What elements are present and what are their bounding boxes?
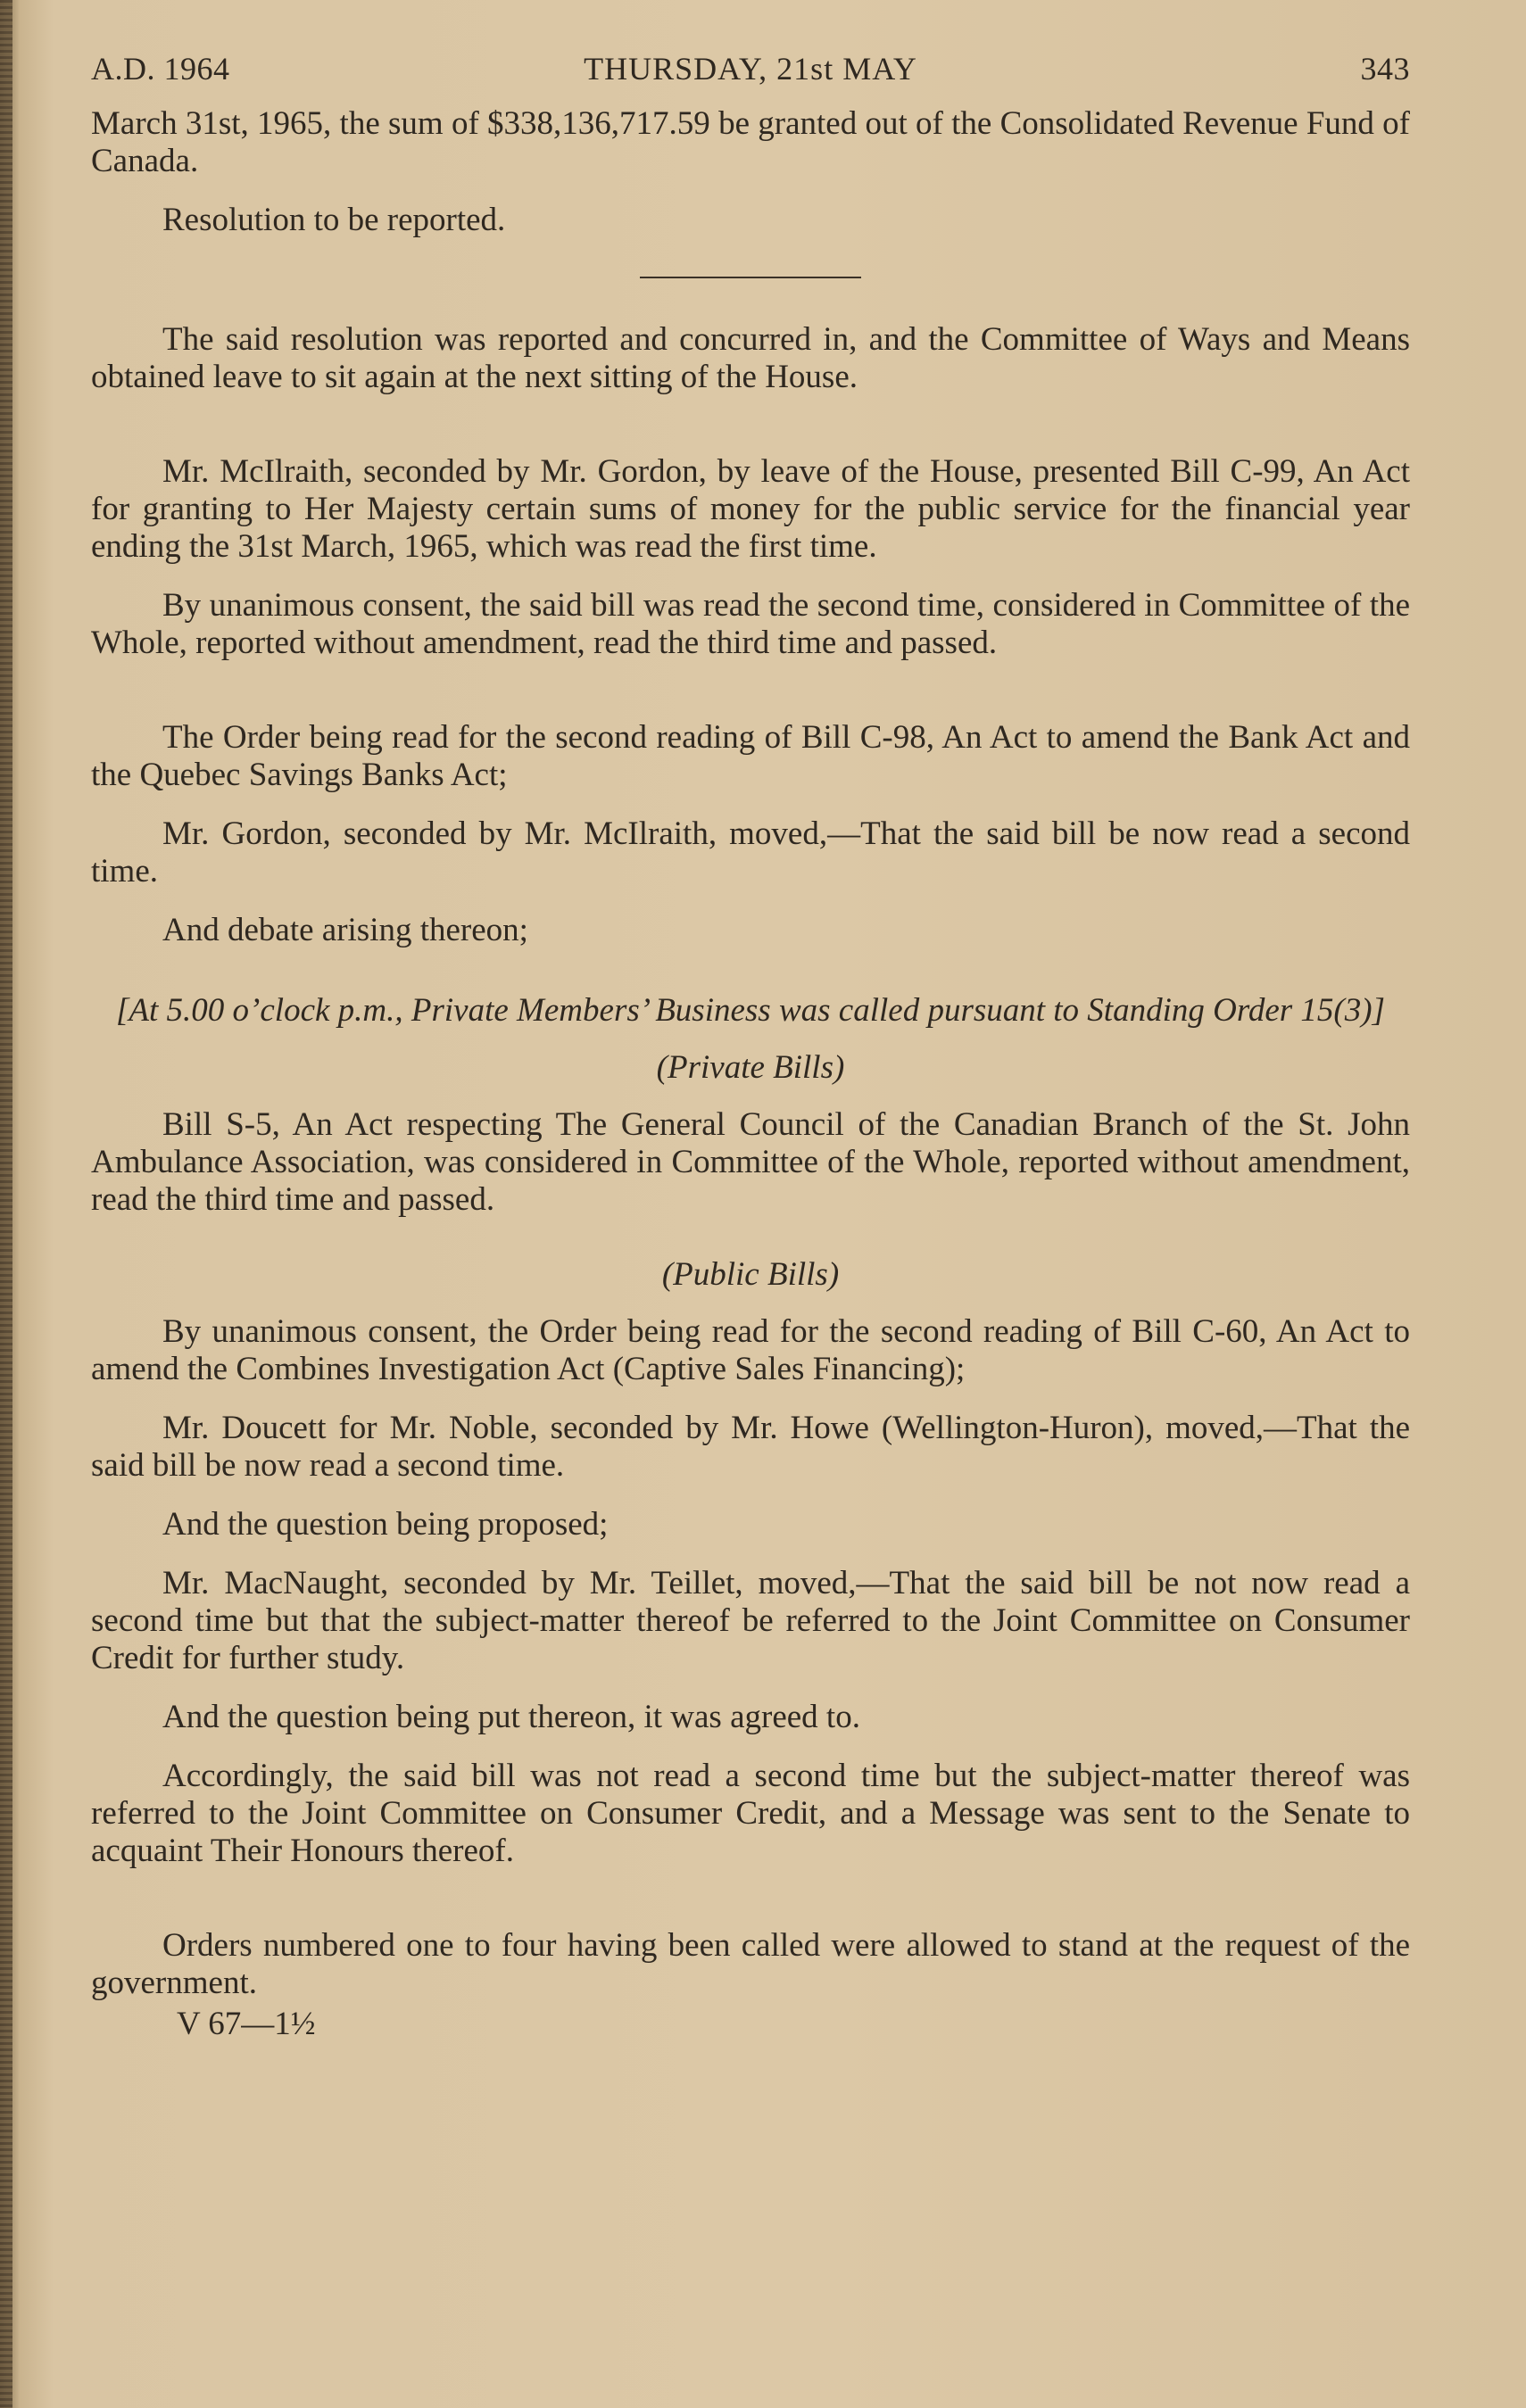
- page-content: [91, 50, 1410, 2043]
- paragraph-p5: By unanimous consent, the said bill was read the second time, considered in Committee of the Whole, reported without amendment, read the third time and passed.: [91, 587, 1410, 661]
- paragraph-p14: Mr. MacNaught, seconded by Mr. Teillet, moved,—That the said bill be not now read a second time but that the subject-matter thereof be referred to the Joint Committee on Consumer Credit for further study.: [91, 1565, 1410, 1676]
- paragraph-p4: Mr. McIlraith, seconded by Mr. Gordon, by leave of the House, presented Bill C-99, An Act for granting to Her Majesty certain sums of money for the public service for the financial year ending the 31st March, 1965, which was read the first time.: [91, 453, 1410, 565]
- header-year: A.D. 1964: [91, 51, 230, 87]
- paragraph-p8: And debate arising thereon;: [162, 912, 528, 948]
- running-header: [91, 50, 1410, 95]
- paragraph-p15: And the question being put thereon, it was agreed to.: [162, 1699, 860, 1735]
- header-date: THURSDAY, 21st MAY: [584, 51, 917, 87]
- paragraph-p12: Mr. Doucett for Mr. Noble, seconded by Mr. Howe (Wellington-Huron), moved,—That the said bill be now read a second time.: [91, 1410, 1410, 1484]
- paragraph-p2: Resolution to be reported.: [162, 202, 506, 238]
- paragraph-p3: The said resolution was reported and concurred in, and the Committee of Ways and Means obtained leave to sit again at the next sitting of the House.: [91, 321, 1410, 395]
- private-members-note: [At 5.00 o’clock p.m., Private Members’ Business was called pursuant to Standing Order 15(3)]: [116, 992, 1385, 1029]
- paragraph-p1: March 31st, 1965, the sum of $338,136,717.59 be granted out of the Consolidated Revenue Fund of Canada.: [91, 105, 1410, 179]
- page-number: 343: [1360, 51, 1410, 87]
- paragraph-p6: The Order being read for the second reading of Bill C-98, An Act to amend the Bank Act and the Quebec Savings Banks Act;: [91, 719, 1410, 793]
- paragraph-p7: Mr. Gordon, seconded by Mr. McIlraith, moved,—That the said bill be now read a second time.: [91, 815, 1410, 890]
- paragraph-p17: Orders numbered one to four having been called were allowed to stand at the request of the government.: [91, 1927, 1410, 2001]
- heading-public-bills: (Public Bills): [661, 1256, 840, 1293]
- paragraph-p10: Bill S-5, An Act respecting The General Council of the Canadian Branch of the St. John Ambulance Association, was considered in Committee of the Whole, reported without amendment, read the third time and passed.: [91, 1106, 1410, 1218]
- paragraph-p13: And the question being proposed;: [162, 1506, 609, 1543]
- paragraph-p16: Accordingly, the said bill was not read a second time but the subject-matter thereof was referred to the Joint Committee on Consumer Credit, and a Message was sent to the Senate to acquaint Their Honours thereof.: [91, 1758, 1410, 1869]
- paragraph-p11: By unanimous consent, the Order being read for the second reading of Bill C-60, An Act to amend the Combines Investigation Act (Captive Sales Financing);: [91, 1313, 1410, 1387]
- section-divider: [640, 277, 861, 278]
- book-spine: [0, 0, 12, 2408]
- folio-mark: V 67—1½: [177, 2006, 316, 2042]
- heading-private-bills: (Private Bills): [656, 1049, 845, 1086]
